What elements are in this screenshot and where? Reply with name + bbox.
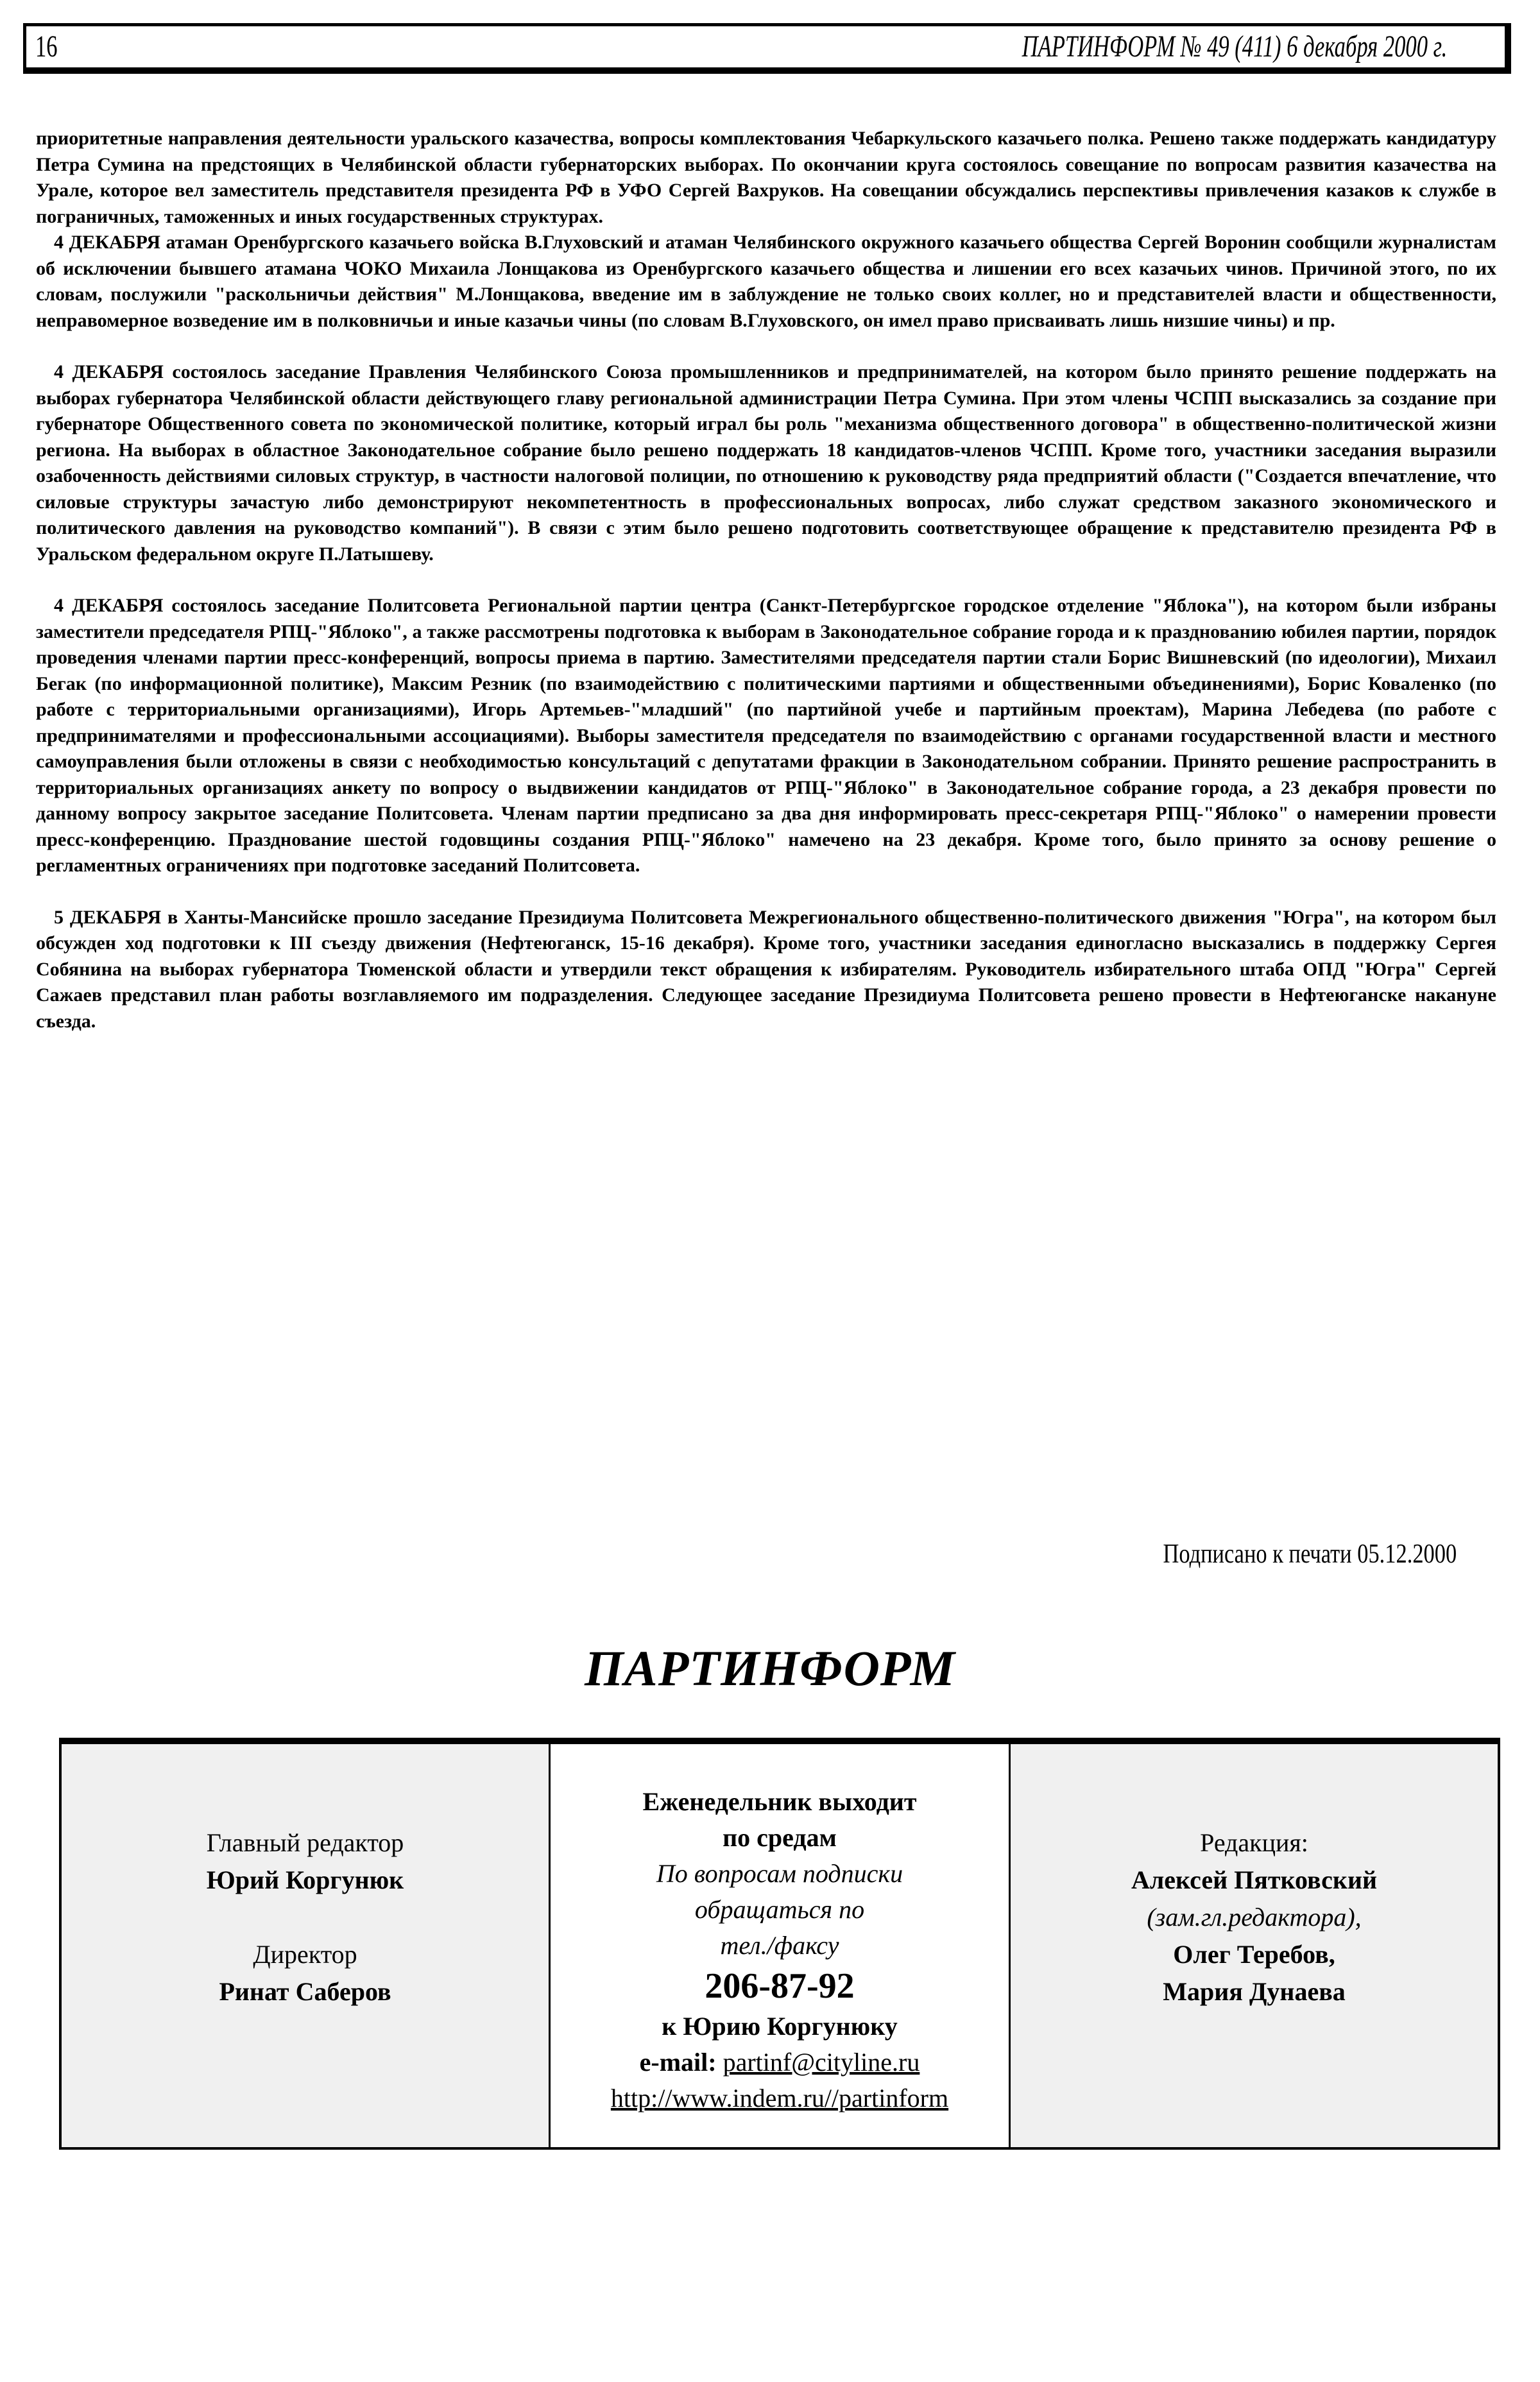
subscription-note-line2: обращаться по [694, 1895, 865, 1924]
email-line [551, 2044, 1009, 2080]
page-header [23, 23, 1511, 74]
website-link[interactable]: http://www.indem.ru//partinform [610, 2084, 949, 2112]
chief-editor-label: Главный редактор [206, 1828, 404, 1857]
masthead-title: ПАРТИНФОРМ [585, 1640, 955, 1696]
paragraph-cossacks-continued: приоритетные направления деятельности уральского казачества, вопросы комплектования Чебаркульского казачьего полка. Решено также поддержать кандидатуру Петра Сумина на предстоящих в Челябинской области губернаторских выборах. По окончании круга состоялось совещание по вопросам развития казачества на Урале, которое вел заместитель представителя президента РФ в УФО Сергей Вахруков. На совещании обсуждались перспективы привлечения казаков к службе в пограничных, таможенных и иных государственных структурах. [36, 128, 1496, 227]
staff-role-1: (зам.гл.редактора), [1147, 1903, 1362, 1932]
staff-name-3: Мария Дунаева [1163, 1977, 1346, 2006]
imprint-box [59, 1738, 1500, 2150]
publication-schedule-line1: Еженедельник выходит [642, 1787, 917, 1816]
staff-name-2: Олег Теребов, [1173, 1940, 1335, 1969]
contact-person: к Юрию Коргунюку [662, 2012, 898, 2041]
paragraph-chelyabinsk-industrialists: 4 ДЕКАБРЯ состоялось заседание Правления Челябинского Союза промышленников и предпринимателей, на котором было принято решение поддержать на выборах губернатора Челябинской области действующего главу региональной администрации Петра Сумина. При этом члены ЧСПП высказались за создание при губернаторе Общественного совета по экономической политике, который играл бы роль "механизма общественного договора" в общественно-политической жизни региона. На выборах в областное Законодательное собрание было решено поддержать 18 кандидатов-членов ЧСПП. Кроме того, участники заседания выразили озабоченность действиями силовых структур, в частности налоговой полиции, по отношению к руководству ряда предприятий области ("Создается впечатление, что силовые структуры зачастую либо демонстрируют некомпетентность в профессиональных вопросах, либо служат средством заказного экономического и политического давления на руководство компаний"). В связи с этим было решено подготовить соответствующее обращение к представителю президента РФ в Уральском федеральном округе П.Латышеву. [36, 361, 1496, 565]
paragraph-yabloko-politsovet: 4 ДЕКАБРЯ состоялось заседание Политсовета Региональной партии центра (Санкт-Петербургское городское отделение "Яблока"), на котором были избраны заместители председателя РПЦ-"Яблоко", а также рассмотрены подготовка к выборам в Законодательное собрание города и к празднованию юбилея партии, порядок проведения членами партии пресс-конференций, вопросы приема в партию. Заместителями председателя партии стали Борис Вишневский (по идеологии), Михаил Бегак (по информационной политике), Максим Резник (по взаимодействию с политическими партиями и общественными объединениями), Борис Коваленко (по работе с территориальными организациями), Игорь Артемьев-"младший" (по партийной учебе и партийным проектам), Марина Лебедева (по работе с предпринимателями и профессиональными ассоциациями). Выборы заместителя председателя по взаимодействию с органами государственной власти и местного самоуправления были отложены в связи с необходимостью консультаций с депутатами фракции в Законодательном собрании. Принято решение распространить в территориальных организациях анкету по вопросу о выдвижении кандидатов от РПЦ-"Яблоко" в Законодательное собрание города, а 23 декабря провести по данному вопросу закрытое заседание Политсовета. Членам партии предписано за два дня информировать пресс-секретаря РПЦ-"Яблоко" о намерении провести пресс-конференцию. Празднование шестой годовщины создания РПЦ-"Яблоко" намечено на 23 декабря. Кроме того, было принято за основу решение о регламентных ограничениях при подготовке заседаний Политсовета. [36, 595, 1496, 876]
issue-info: ПАРТИНФОРМ № 49 (411) 6 декабря 2000 г. [1022, 30, 1447, 64]
subscription-note-line3: тел./факсу [720, 1931, 839, 1960]
imprint-staff-column [1011, 1744, 1498, 2147]
signed-to-print: Подписано к печати 05.12.2000 [1163, 1539, 1457, 1569]
staff-name-1: Алексей Пятковский [1131, 1865, 1378, 1894]
spacer [62, 1899, 549, 1936]
paragraph-yugra-movement: 5 ДЕКАБРЯ в Ханты-Мансийске прошло заседание Президиума Политсовета Межрегионального общественно-политического движения "Югра", на котором был обсужден ход подготовки к III съезду движения (Нефтеюганск, 15-16 декабря). Кроме того, участники заседания единогласно высказались в поддержку Сергея Собянина на выборах губернатора Тюменской области и утвердили текст обращения к избирателям. Руководитель избирательного штаба ОПД "Югра" Сергей Сажаев представил план работы возглавляемого им подразделения. Следующее заседание Президиума Политсовета решено провести в Нефтеюганске накануне съезда. [36, 906, 1496, 1032]
article-body [36, 126, 1496, 1034]
imprint-editors-column [62, 1744, 551, 2147]
chief-editor-name: Юрий Коргунюк [206, 1865, 404, 1894]
director-label: Директор [253, 1940, 357, 1969]
email-label: e-mail: [639, 2048, 717, 2077]
director-name: Ринат Саберов [219, 1977, 391, 2006]
editorial-label: Редакция: [1200, 1828, 1308, 1857]
page-number: 16 [35, 30, 58, 64]
website-line [551, 2080, 1009, 2116]
email-link[interactable]: partinf@cityline.ru [723, 2048, 920, 2077]
paragraph-orenburg-cossacks: 4 ДЕКАБРЯ атаман Оренбургского казачьего войска В.Глуховский и атаман Челябинского окружного казачьего общества Сергей Воронин сообщили журналистам об исключении бывшего атамана ЧОКО Михаила Лонщакова из Оренбургского казачьего общества и лишении его всех казачьих чинов. Причиной этого, по их словам, послужили "раскольничьи действия" М.Лонщакова, введение им в заблуждение не только своих коллег, но и представителей власти и общественности, неправомерное возведение им в полковничьи и иные казачьи чины (по словам В.Глуховского, он имел право присваивать лишь низшие чины) и пр. [36, 232, 1496, 331]
subscription-note-line1: По вопросам подписки [656, 1859, 903, 1888]
phone-number: 206-87-92 [705, 1966, 855, 2006]
publication-schedule-line2: по средам [723, 1823, 837, 1852]
imprint-contact-column [551, 1744, 1011, 2147]
